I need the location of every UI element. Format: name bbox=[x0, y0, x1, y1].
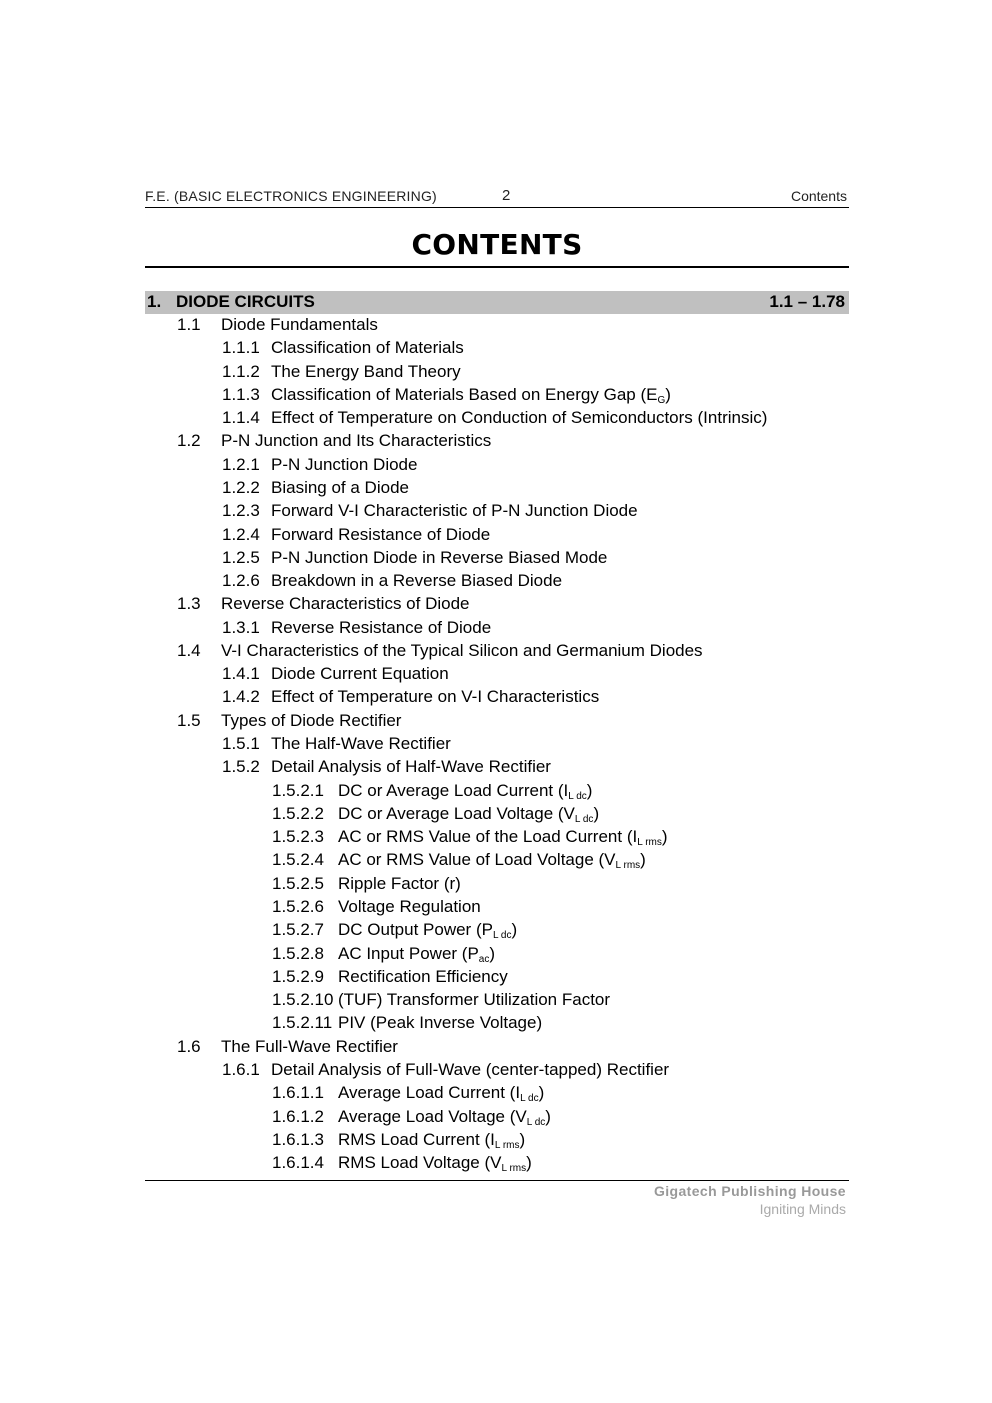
toc-entry-tail: ) bbox=[511, 920, 518, 940]
toc-entry-number: 1.3 bbox=[177, 594, 201, 614]
toc-entry-title bbox=[338, 1153, 532, 1174]
toc-entry-title bbox=[338, 944, 495, 965]
toc-entry-title bbox=[221, 431, 491, 451]
toc-entry-subscript: L dc bbox=[526, 1116, 546, 1128]
toc-entry-subscript: ac bbox=[478, 953, 490, 965]
toc-entry-text: DC or Average Load Current (I bbox=[338, 780, 569, 800]
toc-entry-title bbox=[271, 618, 491, 638]
toc-entry-title bbox=[338, 1013, 542, 1033]
toc-entry-number: 1.6.1.3 bbox=[272, 1129, 324, 1149]
toc-entry-title bbox=[271, 478, 409, 498]
toc-entry-subscript: L rms bbox=[615, 860, 641, 872]
toc-entry-text: Breakdown in a Reverse Biased Diode bbox=[271, 571, 563, 591]
toc-entry-number: 1.4.1 bbox=[222, 664, 260, 684]
toc-entry-text: Detail Analysis of Half-Wave Rectifier bbox=[271, 757, 551, 777]
toc-entry-title bbox=[338, 874, 461, 894]
toc-entry-number: 1.5 bbox=[177, 710, 201, 730]
toc-entry-title bbox=[271, 408, 767, 428]
toc-entry-text: P-N Junction Diode in Reverse Biased Mode bbox=[271, 547, 608, 567]
toc-entry-tail: ) bbox=[519, 1129, 526, 1149]
toc-entry-text: V-I Characteristics of the Typical Silicon and Germanium Diodes bbox=[221, 640, 703, 660]
toc-entry-text: Reverse Characteristics of Diode bbox=[221, 594, 470, 614]
toc-entry-title bbox=[271, 571, 562, 591]
running-header bbox=[145, 187, 849, 208]
toc-entry-title bbox=[221, 594, 469, 614]
toc-entry-tail: ) bbox=[526, 1153, 532, 1173]
toc-entry-number: 1.5.2.9 bbox=[272, 966, 324, 986]
toc-entry-tail: ) bbox=[640, 850, 646, 870]
toc-entry-number: 1.5.2.10 bbox=[272, 990, 334, 1010]
toc-entry-number: 1.1.1 bbox=[222, 338, 260, 358]
toc-entry-number: 1.5.1 bbox=[222, 734, 260, 754]
toc-entry-title bbox=[271, 501, 638, 521]
toc-entry-number: 1.5.2.4 bbox=[272, 850, 324, 870]
toc-entry-number: 1.2.2 bbox=[222, 477, 260, 497]
toc-entry-subscript: L dc bbox=[492, 930, 512, 942]
toc-entry-number: 1.4.2 bbox=[222, 687, 260, 707]
publisher-tagline: Igniting Minds bbox=[759, 1201, 846, 1217]
toc-entry-subscript: L rms bbox=[637, 837, 662, 849]
toc-entry-number: 1.5.2.7 bbox=[272, 920, 324, 940]
toc-entry-number: 1.2.3 bbox=[222, 501, 260, 521]
toc-entry-title bbox=[338, 781, 592, 802]
toc-entry-text: DC or Average Load Voltage (V bbox=[338, 803, 575, 823]
toc-entry-text: (TUF) Transformer Utilization Factor bbox=[338, 990, 611, 1010]
toc-entry-subscript: L rms bbox=[494, 1139, 520, 1151]
toc-entry-text: The Energy Band Theory bbox=[271, 361, 461, 381]
toc-entry-text: P-N Junction Diode bbox=[271, 454, 418, 474]
toc-entry-number: 1.2.6 bbox=[222, 571, 260, 591]
toc-entry-title bbox=[271, 687, 599, 707]
toc-entry-text: Classification of Materials Based on Energy Gap (E bbox=[271, 384, 658, 404]
toc-entry-number: 1.6.1.2 bbox=[272, 1106, 324, 1126]
toc-entry-title bbox=[221, 315, 378, 335]
toc-entry-number: 1.6 bbox=[177, 1036, 201, 1056]
toc-entry-text: Ripple Factor (r) bbox=[338, 873, 461, 893]
toc-entry-title bbox=[271, 455, 417, 475]
toc-entry-title bbox=[338, 827, 668, 848]
page-number: 2 bbox=[502, 187, 511, 204]
toc-entry-tail: ) bbox=[538, 1083, 545, 1103]
toc-entry-title bbox=[271, 1060, 669, 1080]
toc-entry-text: Voltage Regulation bbox=[338, 897, 481, 916]
toc-entry-title bbox=[271, 757, 551, 777]
toc-entry-number: 1.1.4 bbox=[222, 408, 260, 428]
toc-entry-subscript: L dc bbox=[520, 1093, 539, 1105]
toc-entry-number: 1.2 bbox=[177, 431, 201, 451]
toc-entry-subscript: L dc bbox=[568, 790, 587, 802]
toc-entry-number: 1.4 bbox=[177, 640, 201, 660]
toc-entry-tail: ) bbox=[586, 780, 593, 800]
toc-entry-text: Forward Resistance of Diode bbox=[271, 524, 491, 544]
toc-entry-number: 1.6.1.1 bbox=[272, 1083, 324, 1103]
toc-entry-number: 1.5.2.5 bbox=[272, 873, 324, 893]
toc-entry-title bbox=[338, 1130, 525, 1151]
toc-entry-text: Diode Fundamentals bbox=[221, 315, 378, 334]
toc-entry-number: 1.1.2 bbox=[222, 361, 260, 381]
footer bbox=[145, 1180, 849, 1217]
toc-entry-text: The Half-Wave Rectifier bbox=[271, 734, 451, 754]
toc-entry-title bbox=[338, 1083, 544, 1104]
toc-entry-text: Average Load Current (I bbox=[338, 1083, 521, 1103]
toc-entry-text: RMS Load Voltage (V bbox=[338, 1153, 502, 1173]
toc-entry-tail: ) bbox=[545, 1106, 551, 1126]
toc-entry-text: AC or RMS Value of Load Voltage (V bbox=[338, 850, 616, 870]
toc-entry-title bbox=[338, 920, 517, 941]
toc-entry-title bbox=[338, 990, 610, 1010]
toc-entry-subscript: L dc bbox=[574, 813, 594, 825]
toc-entry-number: 1.3.1 bbox=[222, 617, 260, 637]
chapter-number: 1. bbox=[147, 292, 162, 311]
toc-entry-tail: ) bbox=[593, 803, 600, 823]
toc-entry-number: 1.2.5 bbox=[222, 547, 260, 567]
toc-entry-title bbox=[338, 967, 508, 987]
toc-entry-subscript: G bbox=[657, 394, 666, 406]
chapter-heading bbox=[145, 291, 849, 314]
toc-entry-number: 1.5.2.3 bbox=[272, 827, 324, 847]
toc-entry-text: Reverse Resistance of Diode bbox=[271, 617, 492, 637]
toc-entry-text: PIV (Peak Inverse Voltage) bbox=[338, 1013, 543, 1033]
toc-entry-text: Average Load Voltage (V bbox=[338, 1106, 527, 1126]
toc-entry-text: AC Input Power (P bbox=[338, 943, 479, 963]
toc-entry-title bbox=[271, 664, 449, 684]
toc-entry-text: Rectification Efficiency bbox=[338, 966, 508, 986]
toc-entry-title bbox=[338, 897, 481, 917]
toc-entry-number: 1.1 bbox=[177, 315, 201, 334]
toc-entry-tail: ) bbox=[665, 384, 671, 404]
toc-entry-number: 1.2.4 bbox=[222, 524, 260, 544]
toc-entry-number: 1.1.3 bbox=[222, 384, 260, 404]
toc-entry-title bbox=[271, 362, 461, 382]
toc-entry-number: 1.5.2.11 bbox=[272, 1013, 333, 1033]
section-name: Contents bbox=[790, 188, 847, 204]
toc-entry-number: 1.2.1 bbox=[222, 454, 260, 474]
toc-entry-text: Detail Analysis of Full-Wave (center-tapped) Rectifier bbox=[271, 1059, 670, 1079]
toc-entry-text: P-N Junction and Its Characteristics bbox=[221, 431, 492, 451]
toc-entry-text: DC Output Power (P bbox=[338, 920, 493, 940]
toc-entry-number: 1.6.1 bbox=[222, 1059, 260, 1079]
toc-entry-text: Forward V-I Characteristic of P-N Junction Diode bbox=[271, 501, 638, 521]
toc-entry-text: AC or RMS Value of the Load Current (I bbox=[338, 827, 638, 847]
toc-entry-text: Classification of Materials bbox=[271, 338, 464, 358]
toc-entry-text: Diode Current Equation bbox=[271, 664, 449, 684]
toc-entry-number: 1.6.1.4 bbox=[272, 1153, 324, 1173]
page-title: CONTENTS bbox=[145, 228, 849, 268]
book-title: F.E. (BASIC ELECTRONICS ENGINEERING) bbox=[145, 188, 437, 204]
toc-entry-title bbox=[271, 734, 451, 754]
toc-entry-number: 1.5.2.2 bbox=[272, 803, 324, 823]
toc-entry-title bbox=[338, 1107, 551, 1128]
chapter-title: DIODE CIRCUITS bbox=[176, 292, 315, 311]
chapter-pages: 1.1 – 1.78 bbox=[769, 292, 845, 311]
toc-entry-text: Types of Diode Rectifier bbox=[221, 710, 402, 730]
toc-entry-text: RMS Load Current (I bbox=[338, 1129, 495, 1149]
toc-entry-tail: ) bbox=[661, 827, 668, 847]
toc-entry-title bbox=[271, 385, 671, 406]
toc-entry-title bbox=[271, 338, 464, 358]
toc-entry-text: Effect of Temperature on V-I Characteristics bbox=[271, 687, 600, 707]
publisher-name: Gigatech Publishing House bbox=[653, 1183, 846, 1199]
toc-entry-subscript: L rms bbox=[501, 1163, 527, 1175]
toc-entry-title bbox=[221, 711, 401, 731]
toc-entry-text: The Full-Wave Rectifier bbox=[221, 1036, 398, 1056]
toc-entry-title bbox=[338, 804, 599, 825]
toc-entry-number: 1.5.2.1 bbox=[272, 780, 324, 800]
toc-entry-number: 1.5.2.8 bbox=[272, 943, 324, 963]
toc-entry-number: 1.5.2 bbox=[222, 757, 260, 777]
toc-entry-title bbox=[271, 548, 607, 568]
toc-entry-title bbox=[221, 641, 703, 661]
toc-entry-title bbox=[338, 850, 646, 871]
toc-entry-title bbox=[221, 1037, 398, 1057]
toc-entry-text: Biasing of a Diode bbox=[271, 477, 409, 497]
toc-entry-tail: ) bbox=[489, 943, 496, 963]
toc-entry-title bbox=[271, 525, 490, 545]
toc-entry-text: Effect of Temperature on Conduction of Semiconductors (Intrinsic) bbox=[271, 408, 768, 428]
toc-entry-number: 1.5.2.6 bbox=[272, 897, 324, 916]
